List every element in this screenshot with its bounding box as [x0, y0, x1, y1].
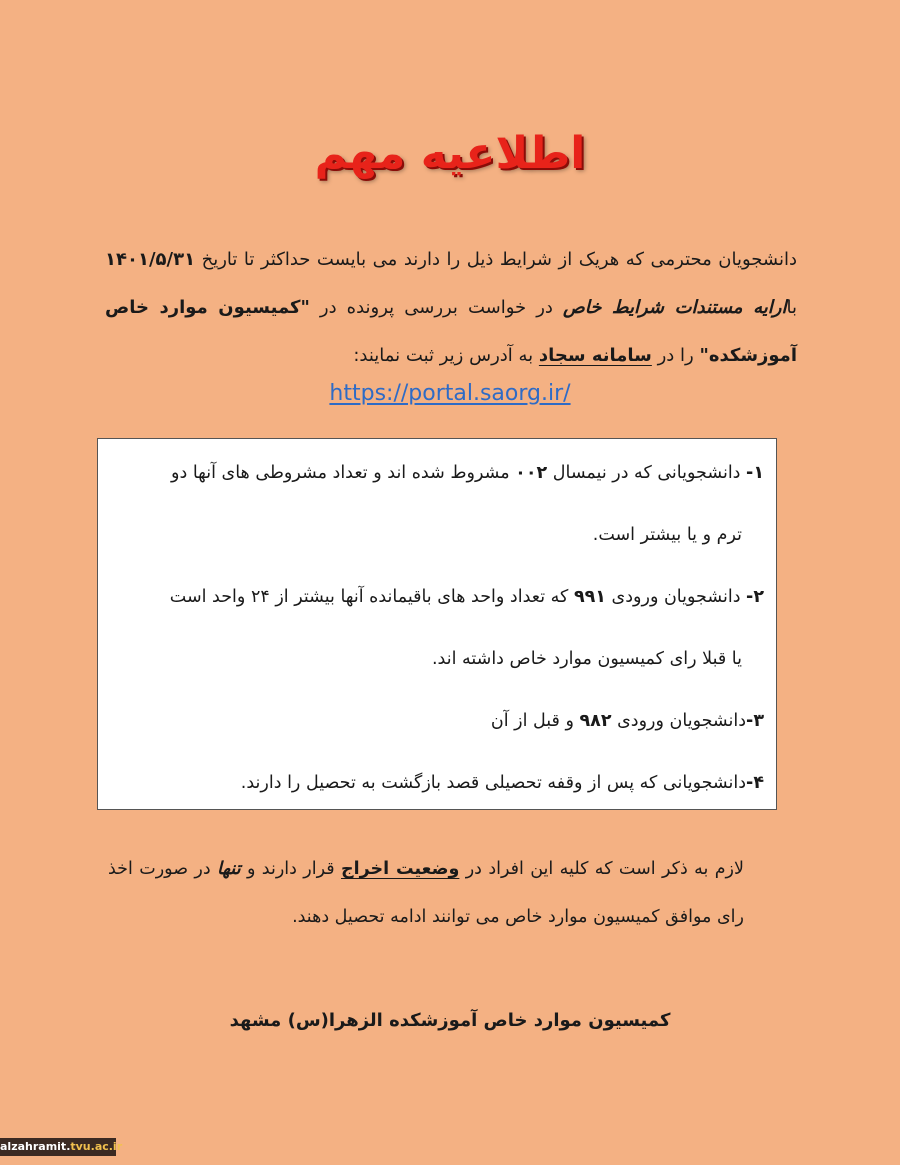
condition-bold-value: ۰۰۲ [515, 463, 548, 483]
condition-text: مشروط شده اند و تعداد مشروطی های آنها دو [171, 463, 516, 483]
watermark-domain: tvu.ac.ir [70, 1140, 123, 1153]
condition-text: دانشجویانی که در نیمسال [547, 463, 747, 483]
site-watermark [0, 1138, 123, 1156]
intro-text-3: در خواست بررسی پرونده در [309, 297, 563, 318]
condition-item-3 [110, 693, 764, 755]
condition-text: دانشجویانی که پس از وقفه تحصیلی قصد بازگشت به تحصیل را دارند. [240, 773, 747, 793]
condition-number: ۲- [746, 587, 764, 607]
intro-text-2: با [786, 297, 797, 318]
condition-item-1 [110, 445, 764, 569]
condition-text: دانشجویان ورودی [611, 711, 747, 731]
intro-text-5: به آدرس زیر ثبت نمایند: [353, 345, 539, 366]
conditions-box [97, 438, 777, 810]
documents-emphasis: ارایه مستندات شرایط خاص [562, 297, 787, 318]
only-emphasis: تنها [217, 859, 241, 879]
closing-paragraph [108, 845, 744, 941]
condition-text: و قبل از آن [490, 711, 580, 731]
condition-text-continued: ترم و یا بیشتر است. [592, 525, 742, 545]
outro-text-2: قرار دارند و [240, 859, 342, 879]
condition-item-2 [110, 569, 764, 693]
page-title: اطلاعیه مهم [314, 128, 586, 179]
outro-text-3: در صورت اخذ رای موافق کمیسیون موارد خاص می توانند ادامه تحصیل دهند. [108, 859, 744, 927]
condition-text: دانشجویان ورودی [605, 587, 747, 607]
deadline-date: ۱۴۰۱/۵/۳۱ [105, 249, 196, 270]
condition-bold-value: ۹۸۲ [579, 711, 612, 731]
expulsion-status: وضعیت اخراج [341, 859, 460, 879]
condition-text-continued: یا قبلا رای کمیسیون موارد خاص داشته اند. [431, 649, 742, 669]
condition-bold-value: ۹۹۱ [573, 587, 606, 607]
condition-number: ۱- [746, 463, 764, 483]
intro-text-4: را در [651, 345, 700, 366]
signature: کمیسیون موارد خاص آموزشکده الزهرا(س) مشهد [229, 1010, 671, 1031]
condition-text: که تعداد واحد های باقیمانده آنها بیشتر از ۲۴ واحد است [169, 587, 574, 607]
intro-text-1: دانشجویان محترمی که هریک از شرایط ذیل را دارند می بایست حداکثر تا تاریخ [195, 249, 797, 270]
condition-item-4 [110, 755, 764, 817]
watermark-host: alzahramit. [0, 1140, 71, 1153]
condition-number: ۴- [746, 773, 764, 793]
intro-paragraph [105, 236, 797, 380]
portal-link[interactable]: https://portal.saorg.ir/ [329, 381, 571, 406]
outro-text-1: لازم به ذکر است که کلیه این افراد در [459, 859, 744, 879]
sajad-system: سامانه سجاد [538, 345, 652, 366]
commission-name: "کمیسیون موارد خاص آموزشکده" [105, 297, 797, 366]
condition-number: ۳- [746, 711, 764, 731]
